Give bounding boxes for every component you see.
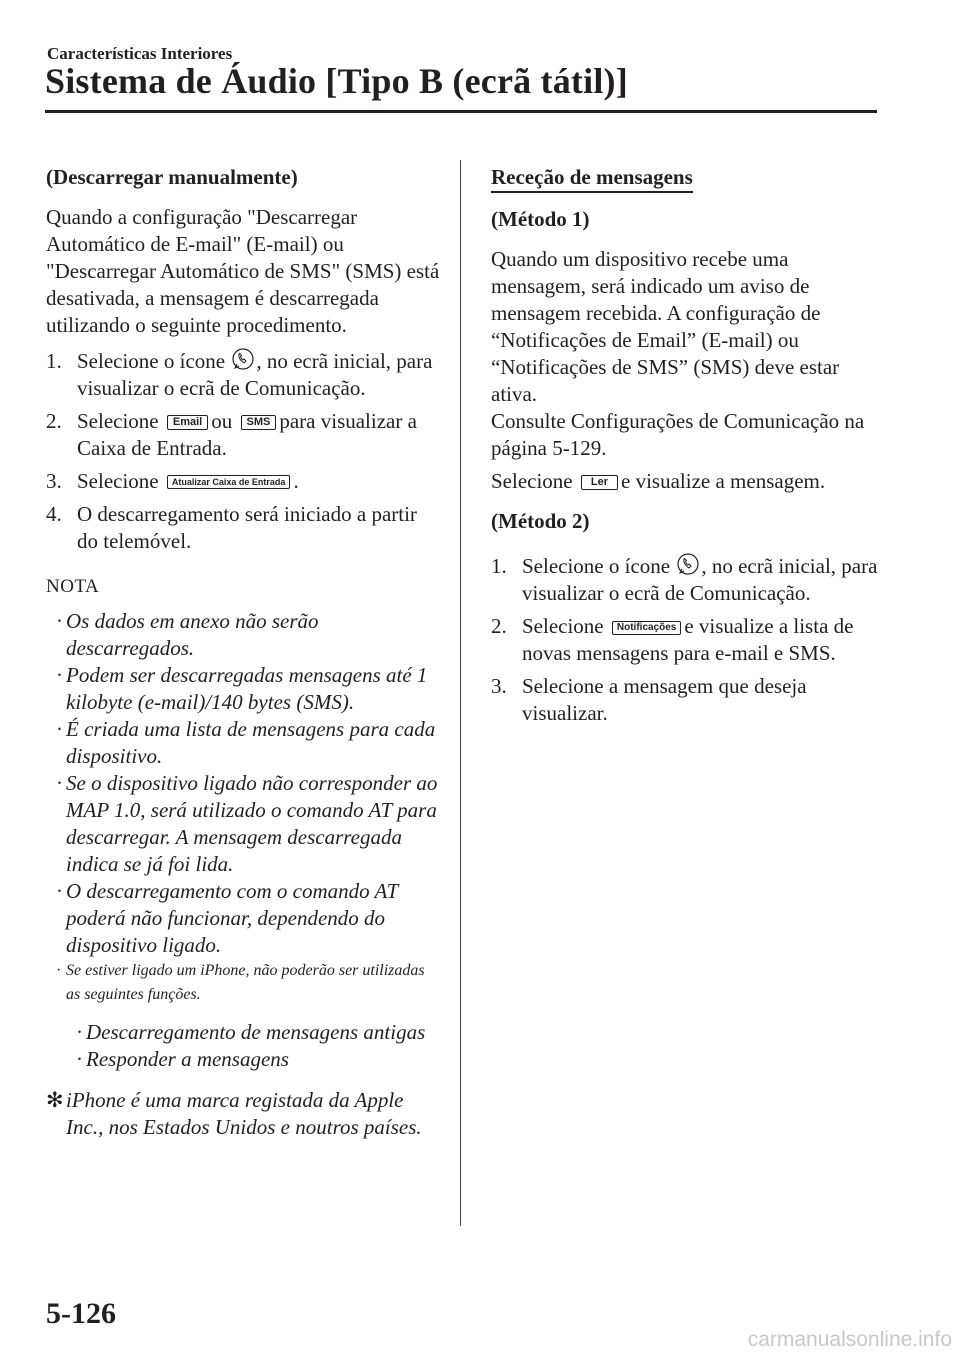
step-4 — [46, 501, 441, 555]
right-column — [491, 164, 886, 733]
subnote-item: · Responder a mensagens — [76, 1047, 289, 1071]
update-inbox-button[interactable]: Atualizar Caixa de Entrada — [167, 475, 291, 489]
step-number: 3. — [491, 674, 507, 698]
page-number: 5-126 — [46, 1297, 116, 1330]
method-1-text: Quando um dispositivo recebe uma mensagem, será indicado um aviso de mensagem recebida. A configuração de “Notificações de Email” (E-mail) ou “Notificações de SMS” (SMS) deve estar ativa. — [491, 247, 840, 406]
step-text: Selecione o ícone — [77, 349, 226, 373]
note-item-iphone: · Se estiver ligado um iPhone, não poderão ser utilizadas as seguintes funções. — [56, 962, 425, 1003]
note-item: · Podem ser descarregadas mensagens até 1 kilobyte (e-mail)/140 bytes (SMS). — [56, 663, 428, 714]
phone-bubble-icon — [231, 348, 255, 370]
page-title: Sistema de Áudio [Tipo B (ecrã tátil)] — [45, 61, 628, 101]
manual-download-intro: Quando a configuração "Descarregar Automático de E-mail" (E-mail) ou "Descarregar Automático de SMS" (SMS) está desativada, a mensagem é descarregada utilizando o seguinte procedimento. — [46, 205, 440, 337]
note-item: · O descarregamento com o comando AT poderá não funcionar, dependendo do dispositivo ligado. — [56, 879, 398, 957]
step-1 — [46, 348, 441, 402]
step-text: Selecione — [522, 614, 604, 638]
step-number: 2. — [46, 409, 62, 433]
notifications-button[interactable]: Notificações — [612, 621, 681, 635]
method-1-title: (Método 1) — [491, 207, 590, 231]
step-number: 4. — [46, 502, 62, 526]
step-text-cont: , no ecrã inicial, para visualizar o ecrã de Comunicação. — [522, 554, 878, 605]
step-number: 1. — [46, 349, 62, 373]
step-number: 3. — [46, 469, 62, 493]
step-text: Selecione — [77, 409, 159, 433]
manual-download-heading: (Descarregar manualmente) — [46, 165, 298, 189]
nota-title: NOTA — [46, 576, 100, 597]
step-3 — [46, 468, 441, 495]
step-3 — [491, 673, 886, 727]
step-number: 2. — [491, 614, 507, 638]
section-label: Características Interiores — [47, 44, 233, 63]
step-2 — [46, 408, 441, 462]
footnote: ✻ iPhone é uma marca registada da Apple Inc., nos Estados Unidos e noutros países. — [46, 1088, 422, 1139]
step-text: Selecione — [77, 469, 159, 493]
watermark: carmanualsonline.info — [747, 1328, 952, 1351]
note-item: · Os dados em anexo não serão descarregados. — [56, 609, 319, 660]
subnote-item: · Descarregamento de mensagens antigas — [76, 1020, 426, 1044]
header-divider — [45, 110, 877, 113]
step-text-cont: , no ecrã inicial, para visualizar o ecrã de Comunicação. — [77, 349, 433, 400]
step-text-or: ou — [211, 409, 233, 433]
receive-messages-heading: Receção de mensagens — [491, 164, 693, 193]
step-text: O descarregamento será iniciado a partir do telemóvel. — [77, 502, 417, 553]
step-text-cont: e visualize a lista de novas mensagens para e-mail e SMS. — [522, 614, 854, 665]
phone-bubble-icon — [676, 553, 700, 575]
method-1-reference: Consulte Configurações de Comunicação na página 5-129. — [491, 409, 865, 460]
step-number: 1. — [491, 554, 507, 578]
asterisk-icon: ✻ — [46, 1088, 64, 1112]
step-text: Selecione o ícone — [522, 554, 671, 578]
column-divider — [460, 160, 461, 1226]
method-1-select: Selecione Ler e visualize a mensagem. — [491, 469, 826, 493]
step-2 — [491, 613, 886, 667]
step-text-cont: para visualizar a Caixa de Entrada. — [77, 409, 417, 460]
note-item: · É criada uma lista de mensagens para cada dispositivo. — [56, 717, 436, 768]
step-1 — [491, 553, 886, 607]
read-button[interactable]: Ler — [581, 475, 618, 490]
step-text: Selecione a mensagem que deseja visualizar. — [522, 674, 807, 725]
email-button[interactable]: Email — [167, 415, 208, 430]
sms-button[interactable]: SMS — [241, 415, 277, 430]
note-item: · Se o dispositivo ligado não corresponder ao MAP 1.0, será utilizado o comando AT para descarregar. A mensagem descarregada indica se já foi lida. — [56, 771, 438, 876]
left-column — [46, 164, 441, 1141]
method-2-title: (Método 2) — [491, 509, 590, 533]
step-text-cont: . — [293, 469, 299, 493]
